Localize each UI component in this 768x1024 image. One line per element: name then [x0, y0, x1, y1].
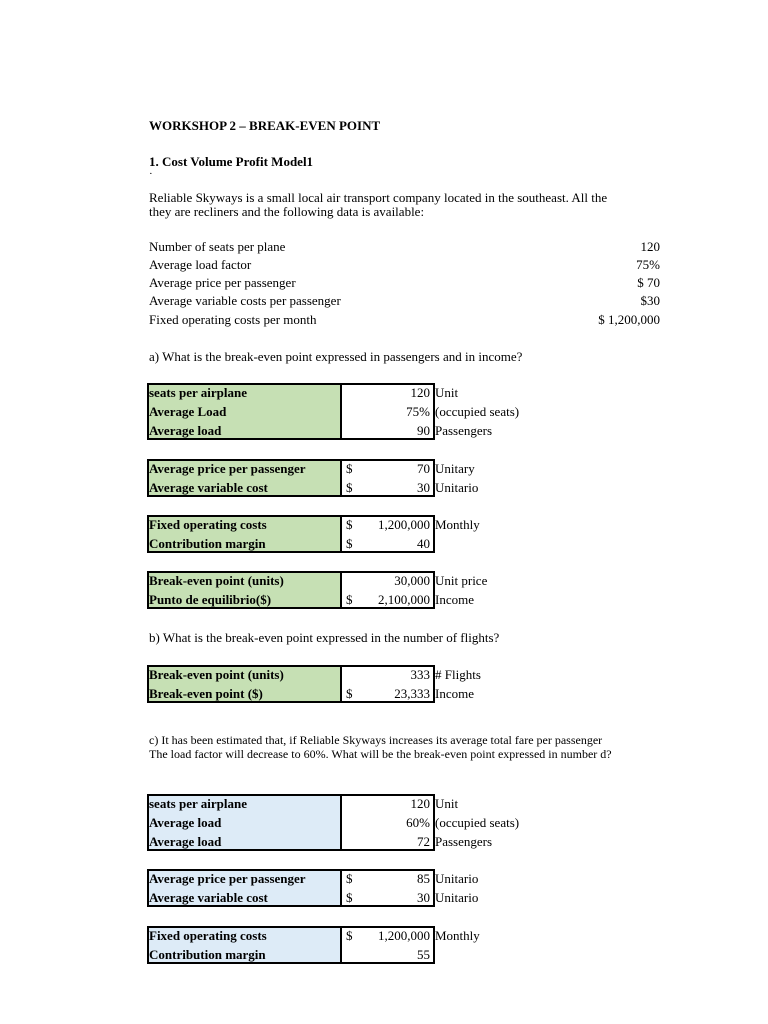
cell-label: Contribution margin: [147, 534, 340, 553]
cell-number: 1,200,000: [378, 928, 430, 943]
cell-unit: Unit: [435, 385, 459, 400]
cell-value: [342, 402, 433, 421]
cell-value: [342, 478, 433, 497]
cell-number: 30: [417, 890, 430, 905]
cell-value: [342, 421, 433, 440]
cell-label: Average variable cost: [147, 478, 340, 497]
cell-value: [342, 832, 433, 851]
column-divider: [340, 665, 342, 703]
cell-number: 1,200,000: [378, 517, 430, 532]
cell-value: [342, 383, 433, 402]
data-row: [149, 239, 660, 257]
cell-number: 85: [417, 871, 430, 886]
column-divider: [340, 459, 342, 497]
currency-symbol: $: [346, 928, 353, 943]
cell-value: [342, 945, 433, 964]
cell-label: seats per airplane: [147, 383, 340, 402]
question-c: [149, 733, 612, 761]
cell-label: Break-even point (units): [147, 665, 340, 684]
data-value: $ 70: [637, 275, 660, 290]
cell-unit: Monthly: [435, 928, 480, 943]
cell-number: 60%: [406, 815, 430, 830]
intro-paragraph: [149, 191, 607, 219]
cell-number: 55: [417, 947, 430, 962]
cell-number: 40: [417, 536, 430, 551]
currency-symbol: $: [346, 592, 353, 607]
data-row: [149, 257, 660, 275]
cell-unit: # Flights: [435, 667, 481, 682]
cell-value: [342, 888, 433, 907]
cell-label: Average load: [147, 813, 340, 832]
currency-symbol: $: [346, 890, 353, 905]
page-title: WORKSHOP 2 – BREAK-EVEN POINT: [149, 118, 381, 133]
cell-number: 90: [417, 423, 430, 438]
question-b: b) What is the break-even point expressed in the number of flights?: [149, 630, 500, 645]
section-dot: ·: [149, 168, 153, 180]
cell-number: 120: [410, 385, 430, 400]
cell-unit: Unitario: [435, 480, 479, 495]
cell-unit: Unitary: [435, 461, 475, 476]
cell-unit: (occupied seats): [435, 815, 520, 830]
question-c-line-1: c) It has been estimated that, if Reliable Skyways increases its average total fare per passenger: [149, 733, 603, 747]
cell-label: Average Load: [147, 402, 340, 421]
cell-value: [342, 590, 433, 609]
cell-number: 75%: [406, 404, 430, 419]
cell-label: Contribution margin: [147, 945, 340, 964]
cell-value: [342, 665, 433, 684]
column-divider: [340, 383, 342, 440]
cell-value: [342, 813, 433, 832]
currency-symbol: $: [346, 686, 353, 701]
cell-label: Break-even point ($): [147, 684, 340, 703]
currency-symbol: $: [346, 871, 353, 886]
question-a: a) What is the break-even point expressed in passengers and in income?: [149, 349, 523, 364]
data-label: Average variable costs per passenger: [149, 293, 341, 308]
cell-label: Average price per passenger: [147, 459, 340, 478]
data-label: Fixed operating costs per month: [149, 312, 317, 327]
intro-line-1: Reliable Skyways is a small local air transport company located in the southeast. All the: [149, 190, 608, 205]
data-value: $ 1,200,000: [598, 312, 660, 327]
data-value: 75%: [636, 257, 660, 272]
cell-unit: Unitario: [435, 890, 479, 905]
cell-unit: Passengers: [435, 423, 493, 438]
currency-symbol: $: [346, 480, 353, 495]
data-row: [149, 312, 660, 330]
cell-number: 30: [417, 480, 430, 495]
cell-label: Punto de equilibrio($): [147, 590, 340, 609]
cell-value: [342, 459, 433, 478]
section-heading: 1. Cost Volume Profit Model1: [149, 154, 314, 169]
cell-number: 120: [410, 796, 430, 811]
cell-label: Fixed operating costs: [147, 515, 340, 534]
cell-label: Break-even point (units): [147, 571, 340, 590]
cell-value: [342, 534, 433, 553]
cell-unit: Income: [435, 592, 474, 607]
cell-value: [342, 926, 433, 945]
data-value: $30: [640, 293, 660, 308]
column-divider: [340, 515, 342, 553]
currency-symbol: $: [346, 536, 353, 551]
column-divider: [340, 794, 342, 851]
cell-label: Average price per passenger: [147, 869, 340, 888]
data-label: Average load factor: [149, 257, 252, 272]
data-row: [149, 275, 660, 293]
cell-number: 72: [417, 834, 430, 849]
currency-symbol: $: [346, 517, 353, 532]
cell-number: 2,100,000: [378, 592, 430, 607]
cell-number: 30,000: [394, 573, 430, 588]
cell-number: 70: [417, 461, 430, 476]
cell-label: Average load: [147, 421, 340, 440]
data-label: Average price per passenger: [149, 275, 296, 290]
cell-unit: Unitario: [435, 871, 479, 886]
data-label: Number of seats per plane: [149, 239, 286, 254]
cell-label: Fixed operating costs: [147, 926, 340, 945]
cell-value: [342, 869, 433, 888]
cell-unit: Unit: [435, 796, 459, 811]
currency-symbol: $: [346, 461, 353, 476]
column-divider: [340, 869, 342, 907]
cell-value: [342, 515, 433, 534]
cell-unit: Income: [435, 686, 474, 701]
cell-unit: Passengers: [435, 834, 493, 849]
cell-label: seats per airplane: [147, 794, 340, 813]
data-value: 120: [640, 239, 660, 254]
cell-label: Average load: [147, 832, 340, 851]
cell-unit: (occupied seats): [435, 404, 520, 419]
cell-number: 333: [410, 667, 430, 682]
question-c-line-2: The load factor will decrease to 60%. What will be the break-even point expressed in number d?: [149, 747, 612, 761]
cell-value: [342, 794, 433, 813]
cell-unit: Monthly: [435, 517, 480, 532]
data-row: [149, 293, 660, 311]
cell-value: [342, 571, 433, 590]
cell-value: [342, 684, 433, 703]
column-divider: [340, 571, 342, 609]
column-divider: [340, 926, 342, 964]
cell-number: 23,333: [394, 686, 430, 701]
intro-line-2: they are recliners and the following data is available:: [149, 204, 425, 219]
cell-label: Average variable cost: [147, 888, 340, 907]
cell-unit: Unit price: [435, 573, 488, 588]
